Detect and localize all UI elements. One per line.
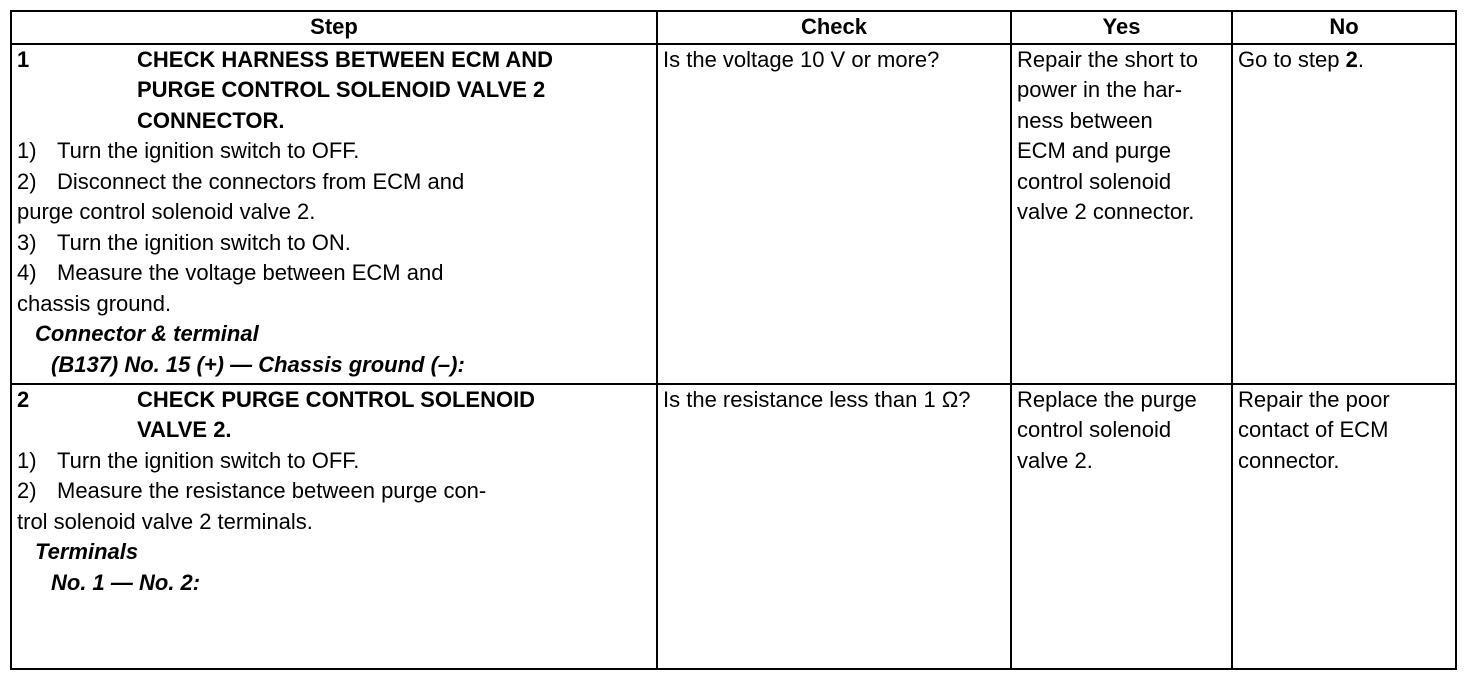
check-cell (657, 384, 1011, 670)
step-title (137, 385, 652, 446)
yes-line: Repair the short to (1017, 46, 1198, 72)
no-line: contact of ECM (1238, 417, 1389, 442)
instruction-list (17, 136, 656, 319)
instruction-list (17, 446, 656, 538)
instruction-item: 3) Turn the ignition switch to ON. (17, 229, 351, 255)
yes-line: power in the har- (1017, 77, 1183, 102)
spec-value: No. 1 — No. 2: (51, 569, 201, 595)
table-row (11, 44, 1456, 384)
step-link: 2 (1345, 46, 1358, 72)
no-line: connector. (1238, 447, 1340, 473)
spec-value: (B137) No. 15 (+) — Chassis ground (–): (51, 351, 465, 377)
instruction-item: 2) Measure the resistance between purge con- (17, 478, 487, 503)
step-title-line: PURGE CONTROL SOLENOID VALVE 2 (137, 77, 546, 102)
spec-label: Terminals (35, 539, 139, 564)
header-no: No (1232, 11, 1456, 44)
instruction-item: 4) Measure the voltage between ECM and (17, 260, 444, 285)
yes-line: ness between (1017, 107, 1153, 133)
no-line: Repair the poor (1238, 386, 1390, 412)
step-title-line: VALVE 2. (137, 417, 232, 442)
yes-cell (1011, 384, 1232, 670)
step-cell (11, 44, 657, 384)
yes-line: Replace the purge (1017, 386, 1197, 412)
spec-label: Connector & terminal (35, 321, 259, 346)
step-number: 1 (17, 46, 30, 72)
header-yes: Yes (1011, 11, 1232, 44)
yes-line: control solenoid (1017, 417, 1172, 442)
step-cell (11, 384, 657, 670)
check-question: Is the resistance less than 1 Ω? (663, 386, 971, 412)
yes-line: valve 2. (1017, 447, 1093, 473)
instruction-item: 1) Turn the ignition switch to OFF. (17, 138, 360, 163)
no-cell (1232, 384, 1456, 670)
step-title-line: CHECK PURGE CONTROL SOLENOID (137, 386, 536, 412)
no-text: Go to step 2. (1238, 46, 1364, 72)
no-cell (1232, 44, 1456, 384)
yes-line: valve 2 connector. (1017, 199, 1195, 224)
yes-line: control solenoid (1017, 168, 1172, 194)
step-title-line: CONNECTOR. (137, 107, 285, 133)
header-check: Check (657, 11, 1011, 44)
step-number: 2 (17, 386, 30, 412)
check-question: Is the voltage 10 V or more? (663, 46, 940, 72)
instruction-continuation: trol solenoid valve 2 terminals. (17, 508, 313, 534)
instruction-continuation: purge control solenoid valve 2. (17, 199, 316, 224)
yes-line: ECM and purge (1017, 138, 1172, 163)
diagnostic-table (10, 10, 1457, 670)
table-row (11, 384, 1456, 670)
header-row (11, 11, 1456, 44)
step-title-line: CHECK HARNESS BETWEEN ECM AND (137, 46, 553, 72)
instruction-item: 2) Disconnect the connectors from ECM and (17, 168, 465, 194)
yes-cell (1011, 44, 1232, 384)
instruction-continuation: chassis ground. (17, 290, 172, 316)
instruction-item: 1) Turn the ignition switch to OFF. (17, 447, 360, 473)
header-step: Step (11, 11, 657, 44)
step-title (137, 45, 652, 137)
check-cell (657, 44, 1011, 384)
